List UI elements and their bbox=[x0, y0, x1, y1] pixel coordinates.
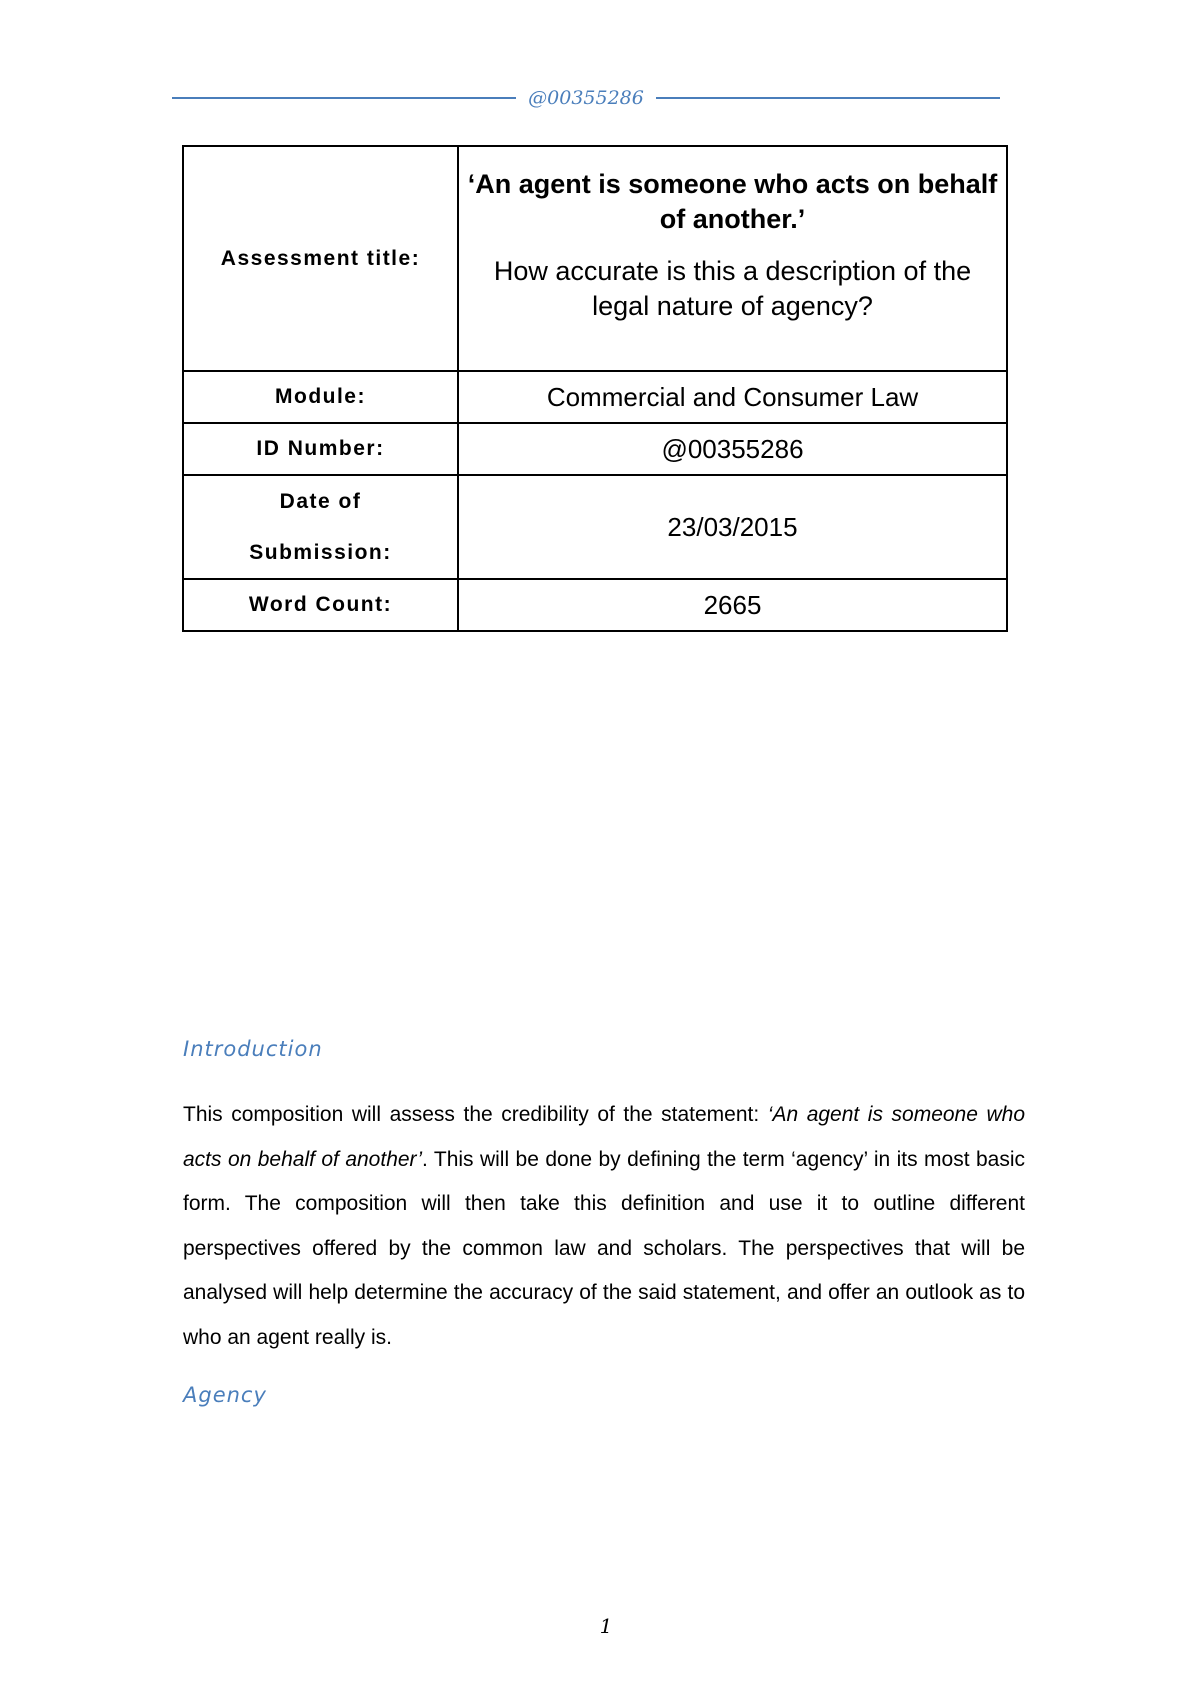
word-count-label: Word Count: bbox=[183, 579, 458, 631]
introduction-paragraph bbox=[183, 1093, 1025, 1361]
module-value: Commercial and Consumer Law bbox=[458, 371, 1007, 423]
submission-date-row bbox=[183, 475, 1007, 579]
id-number-row bbox=[183, 423, 1007, 475]
intro-quote: ‘An agent is someone who acts on behalf of another’ bbox=[183, 1103, 1026, 1171]
header-rule-left bbox=[172, 97, 516, 99]
introduction-heading: Introduction bbox=[183, 1037, 323, 1061]
assessment-title-question: How accurate is this a description of the legal nature of agency? bbox=[493, 256, 972, 321]
word-count-value: 2665 bbox=[458, 579, 1007, 631]
submission-date-value: 23/03/2015 bbox=[458, 475, 1007, 579]
intro-text-after-quote: . This will be done by defining the term ‘agency’ in its most basic form. The composition will then take this definition and use it to outline different perspectives offered by the common law and scholars. The perspectives that will be analysed will help determine the accuracy of the said statement, and offer an outlook as to who an agent really is. bbox=[183, 1147, 1025, 1349]
assessment-title-label: Assessment title: bbox=[183, 146, 458, 371]
cover-sheet-table bbox=[182, 145, 1008, 632]
submission-date-label-line2: Submission: bbox=[249, 541, 392, 564]
submission-date-label-line1: Date of bbox=[279, 490, 362, 513]
header-rule-right bbox=[656, 97, 1000, 99]
intro-text-before-quote: This composition will assess the credibility of the statement: bbox=[183, 1103, 768, 1126]
id-number-value: @00355286 bbox=[458, 423, 1007, 475]
id-number-label: ID Number: bbox=[183, 423, 458, 475]
word-count-row bbox=[183, 579, 1007, 631]
assessment-title-row bbox=[183, 146, 1007, 371]
submission-date-label bbox=[183, 475, 458, 579]
header-id-text: @00355286 bbox=[528, 87, 644, 109]
assessment-title-value bbox=[458, 146, 1007, 371]
page-header bbox=[172, 86, 1000, 110]
assessment-title-quote: ‘An agent is someone who acts on behalf of another.’ bbox=[467, 169, 998, 234]
module-row bbox=[183, 371, 1007, 423]
page-number: 1 bbox=[599, 1614, 613, 1638]
module-label: Module: bbox=[183, 371, 458, 423]
agency-heading: Agency bbox=[183, 1383, 267, 1407]
